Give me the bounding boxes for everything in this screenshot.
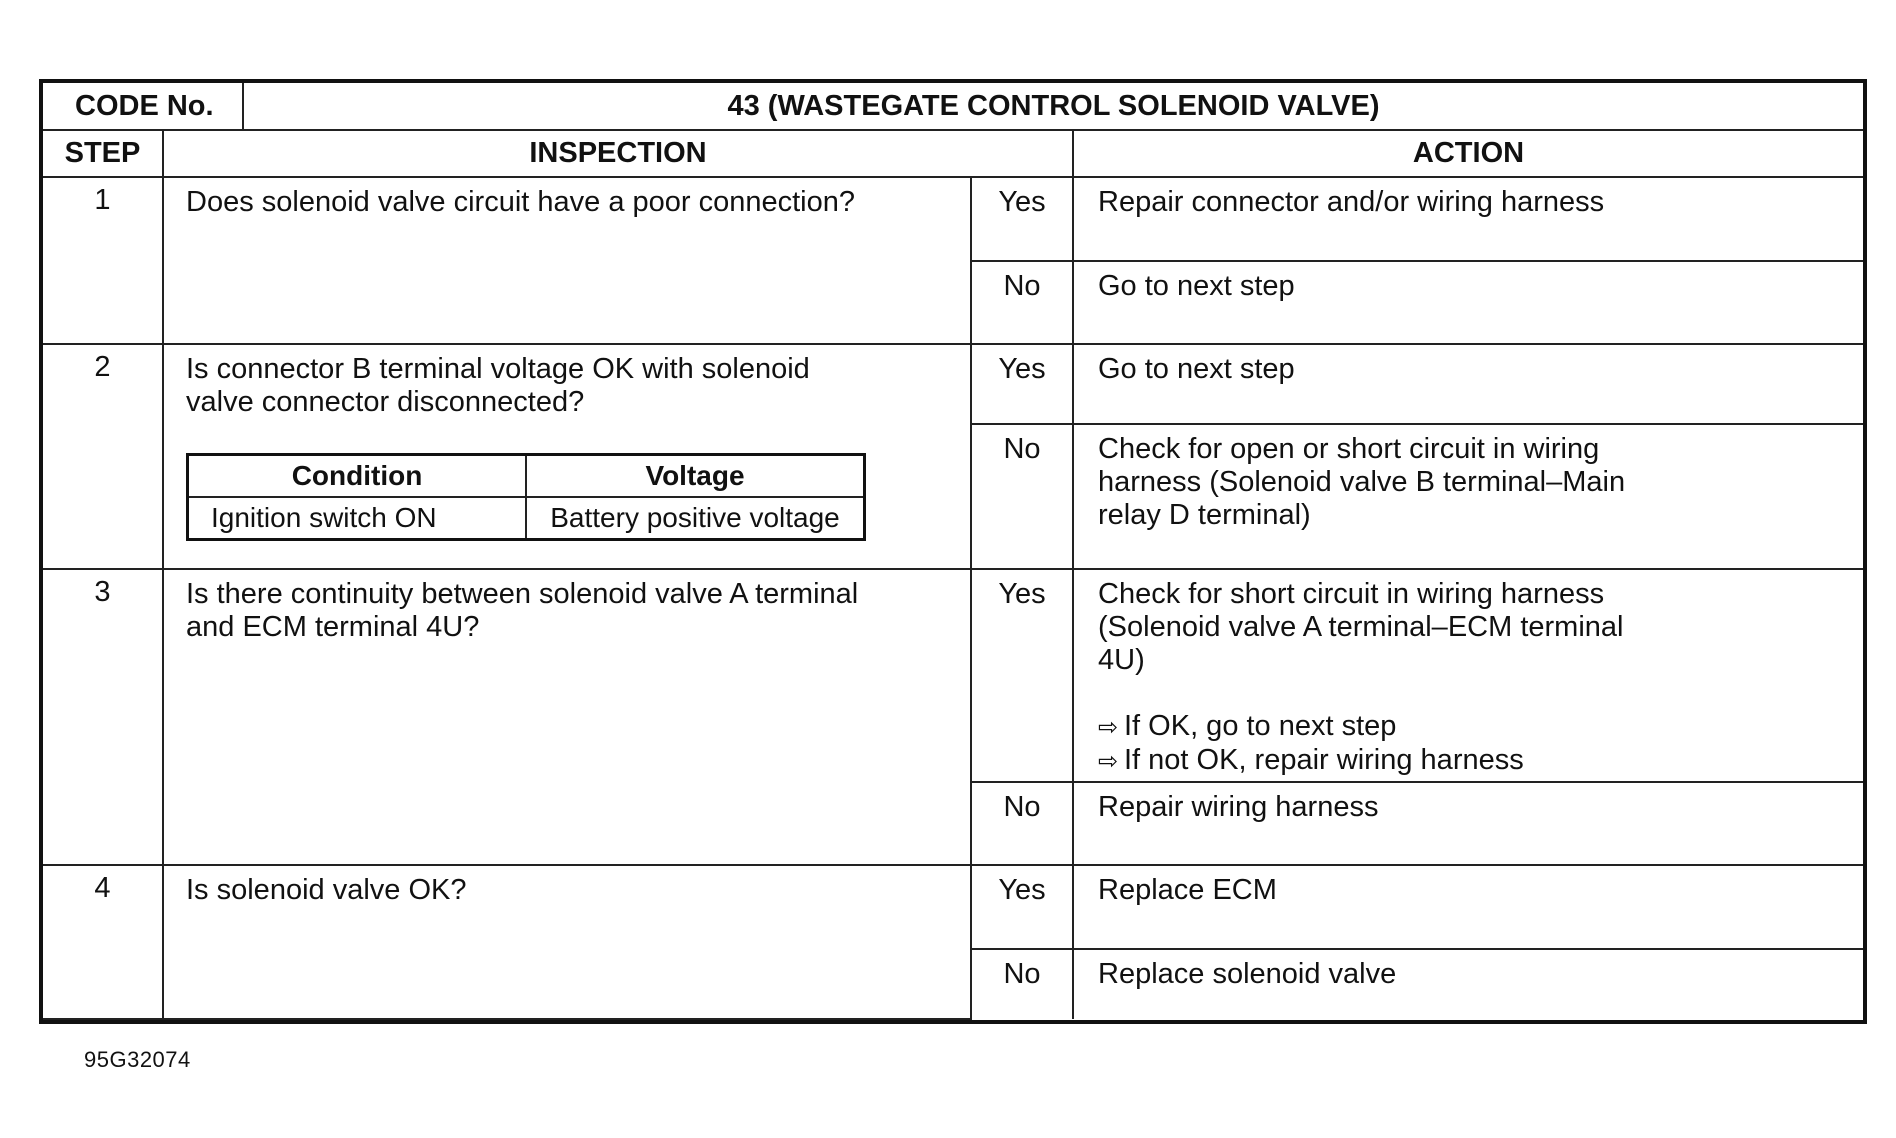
yes-action: Go to next step [1073,344,1863,424]
right-arrow-icon: ⇨ [1098,714,1119,741]
condition-value: Ignition switch ON [188,497,527,540]
yes-action: Replace ECM [1073,865,1863,949]
diagnostic-table [43,83,1863,1020]
yes-label: Yes [971,177,1073,261]
yes-action: Check for short circuit in wiring harness (Solenoid valve A terminal–ECM terminal 4U) ⇨ If OK, go to next step ⇨ If not OK, repair wiring harness [1073,569,1863,782]
voltage-header: Voltage [526,455,865,498]
step-number: 1 [43,177,163,344]
yes-label: Yes [971,344,1073,424]
yes-action: Repair connector and/or wiring harness [1073,177,1863,261]
diagnostic-table-frame [39,79,1867,1024]
no-action: Go to next step [1073,261,1863,344]
no-label: No [971,424,1073,569]
no-label: No [971,261,1073,344]
no-action: Repair wiring harness [1073,782,1863,865]
yes-label: Yes [971,865,1073,949]
no-label: No [971,949,1073,1019]
inspection-question: Is connector B terminal voltage OK with solenoid valve connector disconnected? [186,353,810,418]
inspection-question: Does solenoid valve circuit have a poor connection? [163,177,971,344]
condition-table [186,453,866,541]
condition-header: Condition [188,455,527,498]
code-value: 43 (WASTEGATE CONTROL SOLENOID VALVE) [243,83,1863,130]
inspection-header: INSPECTION [163,130,1073,177]
inspection-question: Is solenoid valve OK? [163,865,971,1019]
step-number: 2 [43,344,163,569]
step-number: 3 [43,569,163,865]
action-header: ACTION [1073,130,1863,177]
followup-ok: ⇨ If OK, go to next step [1098,710,1397,742]
inspection-cell [163,344,971,569]
yes-label: Yes [971,569,1073,782]
voltage-value: Battery positive voltage [526,497,865,540]
code-label: CODE No. [43,83,243,130]
step-header: STEP [43,130,163,177]
step-number: 4 [43,865,163,1019]
no-action: Replace solenoid valve [1073,949,1863,1019]
followup-not-ok: ⇨ If not OK, repair wiring harness [1098,744,1524,776]
no-label: No [971,782,1073,865]
figure-id: 95G32074 [84,1047,191,1072]
no-action: Check for open or short circuit in wiring harness (Solenoid valve B terminal–Main relay D terminal) [1073,424,1863,569]
inspection-question: Is there continuity between solenoid valve A terminal and ECM terminal 4U? [163,569,971,865]
right-arrow-icon: ⇨ [1098,748,1119,775]
